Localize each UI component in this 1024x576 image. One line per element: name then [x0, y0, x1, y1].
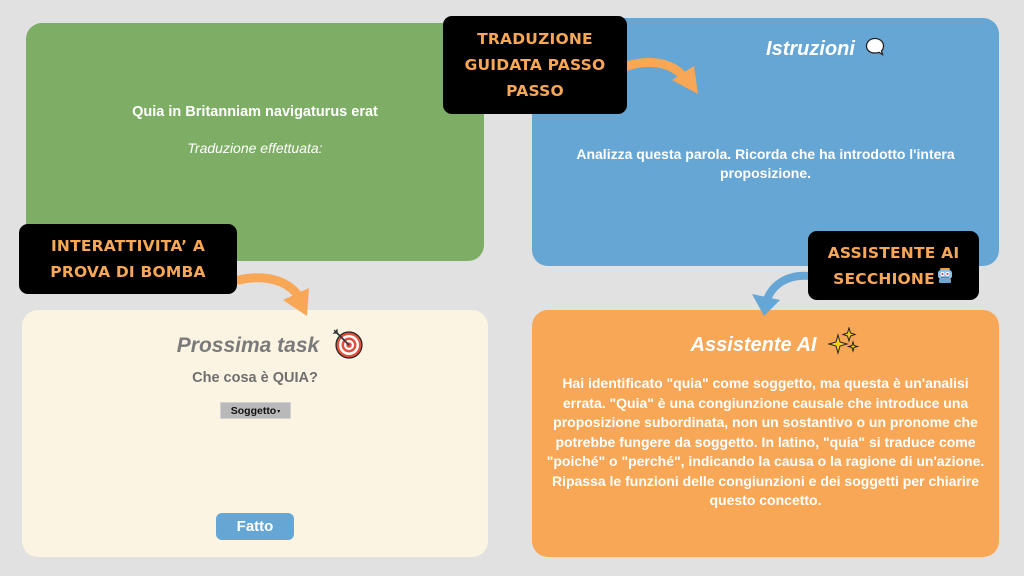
speech-bubble-icon	[865, 37, 885, 62]
callout-line: ASSISTENTE AI	[827, 243, 960, 262]
question-text: Che cosa è QUIA?	[192, 370, 318, 386]
robot-icon	[936, 266, 954, 292]
translation-label: Traduzione effettuata:	[187, 140, 323, 156]
assistant-feedback-text: Hai identificato "quia" come soggetto, ma questa è un'analisi errata. "Quia" è una congiunzione causale che introduce una proposizione subordinata, non un sostantivo o un pronome che potrebbe fungere da soggetto. In latino, "quia" si traduce come "poiché" o "perché", indicando la causa o la ragione di un'azione. Ripassa le funzioni delle congiunzioni e dei soggetti per chiarire questo concetto.	[546, 375, 985, 508]
sparkles-icon	[828, 327, 860, 363]
instructions-text: Analizza questa parola. Ricorda che ha introdotto l'intera proposizione.	[576, 146, 955, 181]
target-icon	[331, 327, 363, 365]
callout-line: PASSO	[506, 82, 564, 100]
assistant-title-text: Assistente AI	[690, 333, 817, 356]
callout-line: GUIDATA PASSO	[464, 56, 606, 74]
answer-dropdown[interactable]	[220, 402, 291, 419]
callout-assistente-ai	[808, 231, 979, 300]
task-panel	[22, 310, 488, 557]
arrow-to-task-icon	[235, 270, 325, 320]
task-title	[22, 327, 488, 365]
callout-line: SECCHIONE	[833, 269, 935, 288]
callout-traduzione-guidata	[443, 16, 627, 114]
chevron-down-icon: ▾	[277, 408, 281, 415]
assistant-panel	[532, 310, 999, 557]
instructions-title-text: Istruzioni	[766, 38, 855, 60]
done-button[interactable]: Fatto	[216, 513, 294, 540]
callout-interattivita	[19, 224, 237, 294]
callout-line: PROVA DI BOMBA	[50, 263, 206, 281]
arrow-to-instructions-icon	[620, 50, 710, 100]
latin-sentence: Quia in Britanniam navigaturus erat	[132, 104, 378, 120]
dropdown-selected-value: Soggetto	[230, 404, 277, 417]
callout-line: TRADUZIONE	[477, 30, 593, 48]
assistant-title	[532, 327, 999, 363]
task-title-text: Prossima task	[176, 334, 320, 357]
callout-line: INTERATTIVITA’ A	[50, 237, 206, 255]
